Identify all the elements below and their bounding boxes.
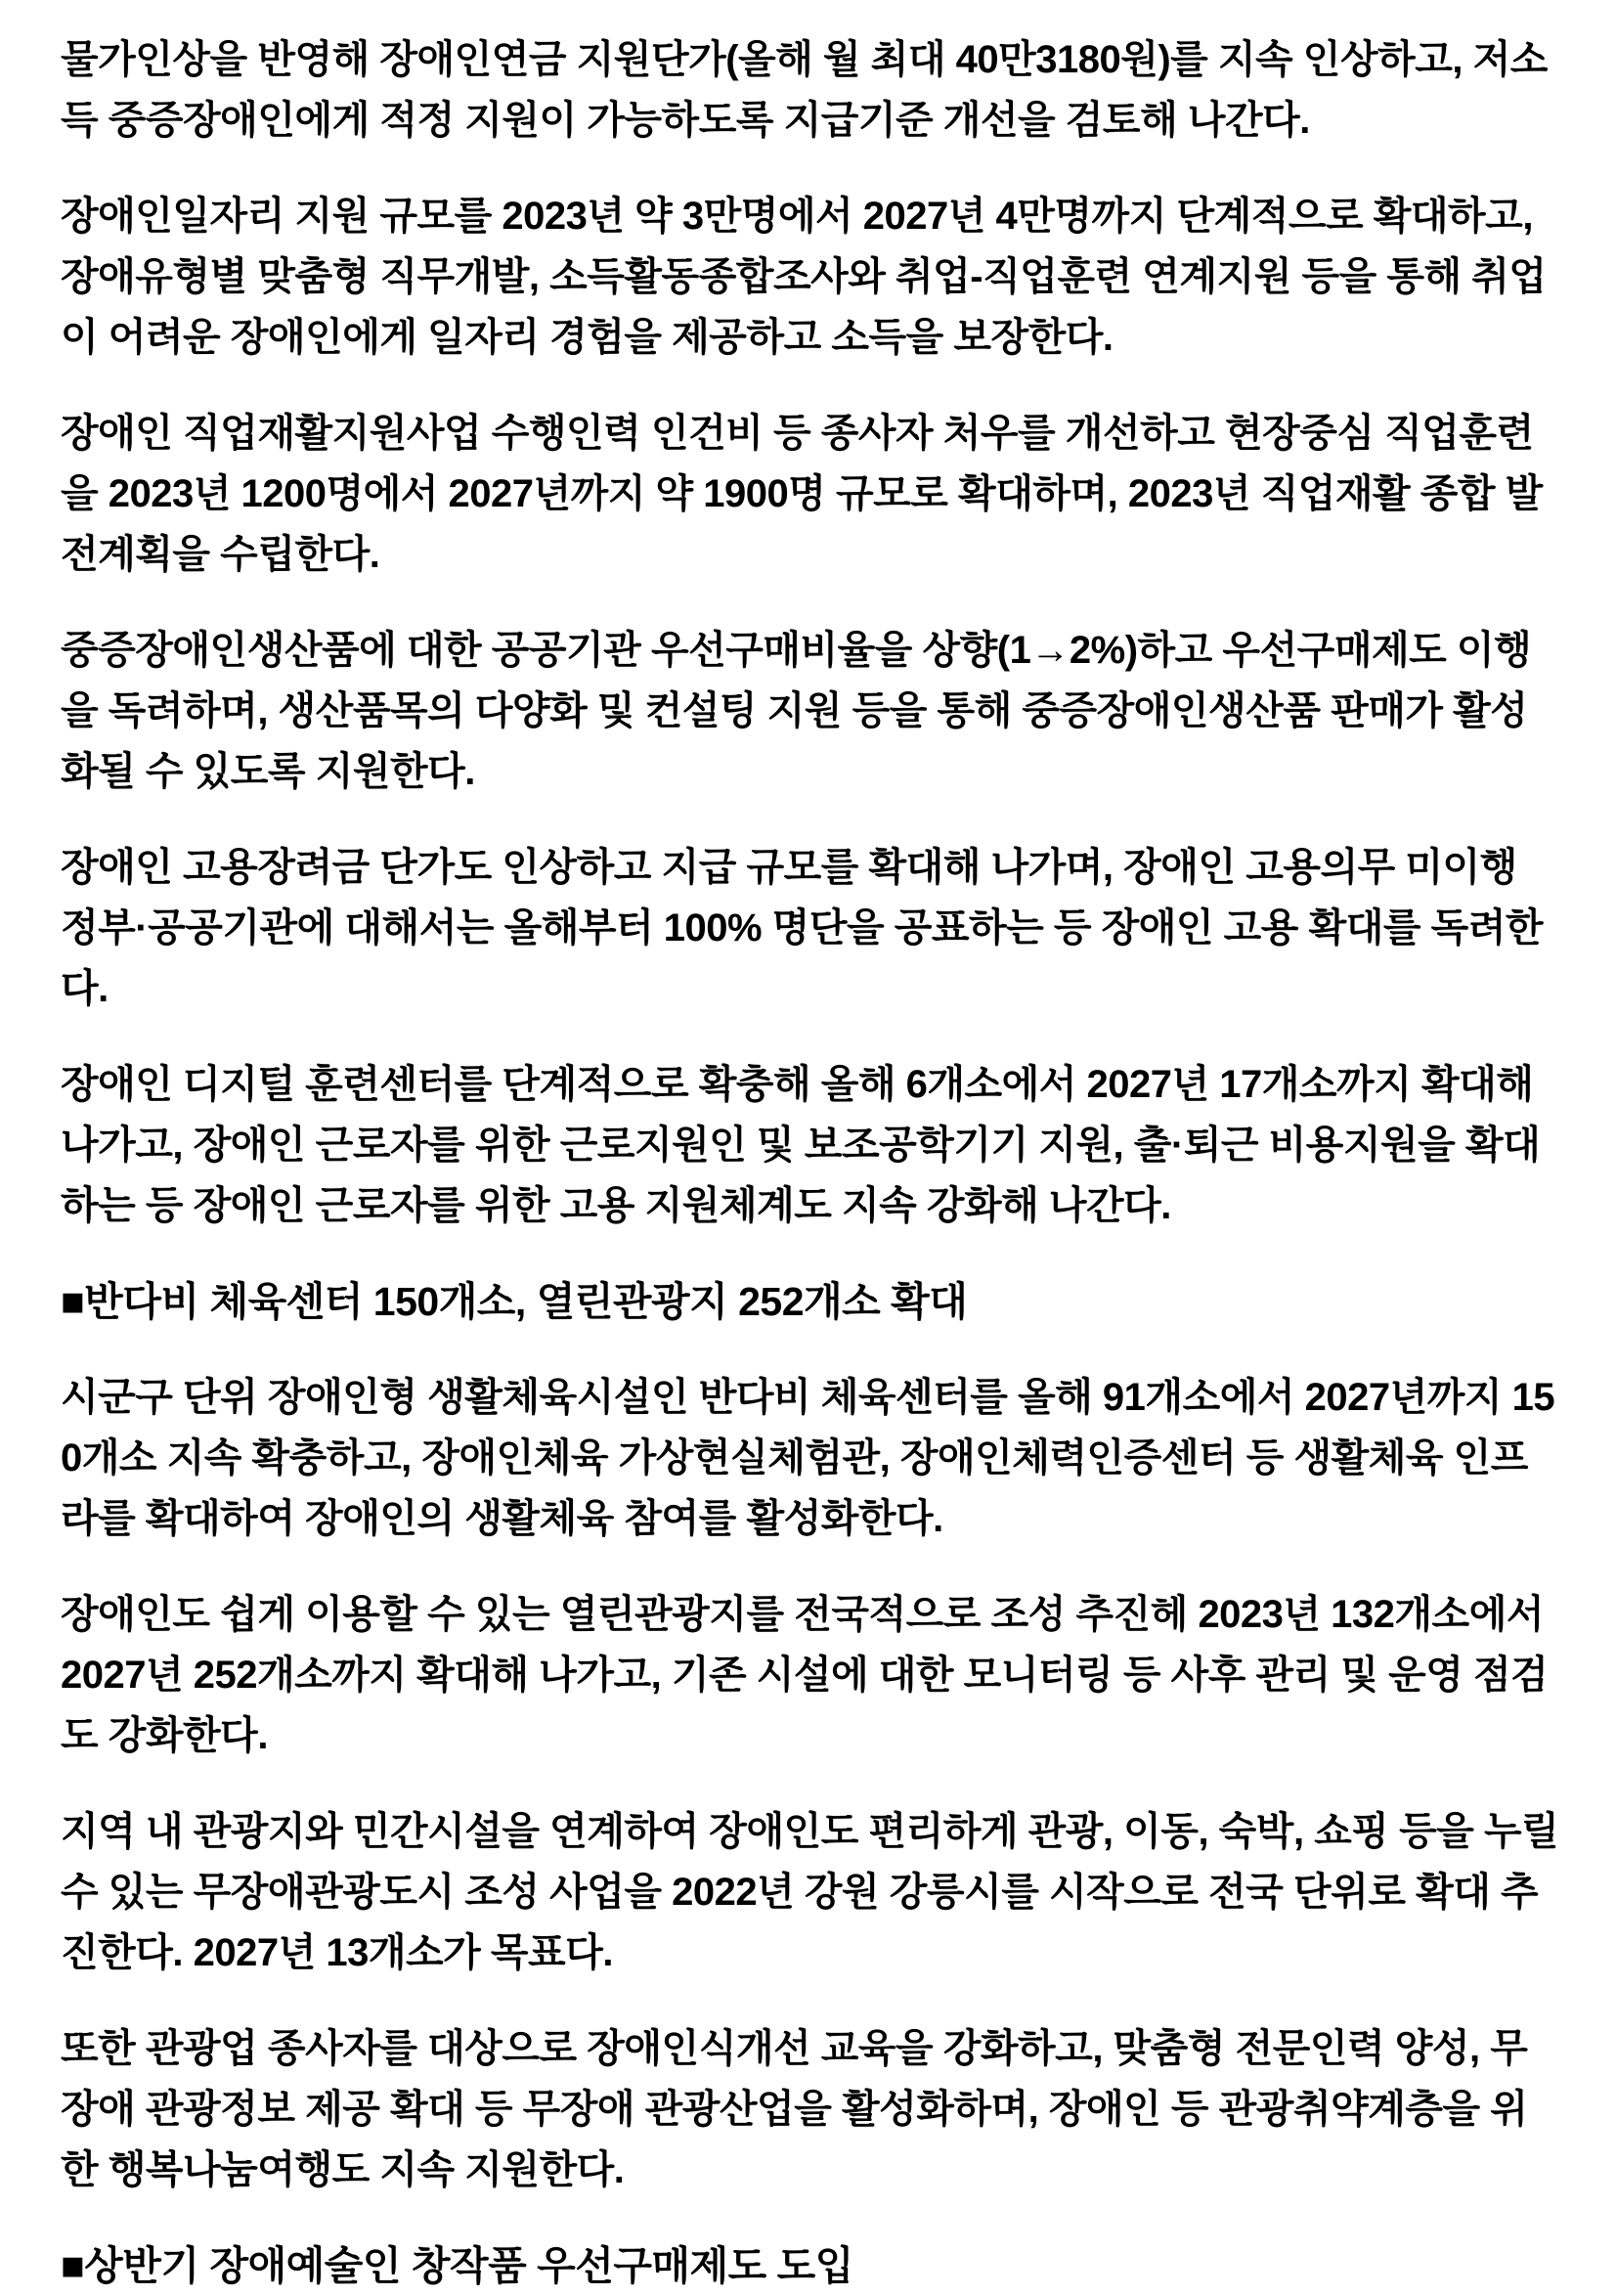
article-paragraph: 장애인 고용장려금 단가도 인상하고 지급 규모를 확대해 나가며, 장애인 고용의무 미이행 정부·공공기관에 대해서는 올해부터 100% 명단을 공표하는 등 장애인 고용 확대를 독려한다.	[61, 846, 1544, 1010]
section-heading-art-purchase: ■상반기 장애예술인 창작품 우선구매제도 도입	[61, 2243, 853, 2288]
article-paragraph: 시군구 단위 장애인형 생활체육시설인 반다비 체육센터를 올해 91개소에서 2027년까지 150개소 지속 확충하고, 장애인체육 가상현실체험관, 장애인체력인증센터 등 생활체육 인프라를 확대하여 장애인의 생활체육 참여를 활성화한다.	[61, 1376, 1555, 1540]
article-paragraph: 중증장애인생산품에 대한 공공기관 우선구매비율을 상향(1→2%)하고 우선구매제도 이행을 독려하며, 생산품목의 다양화 및 컨설팅 지원 등을 통해 중증장애인생산품 판매가 활성화될 수 있도록 지원한다.	[61, 629, 1532, 793]
section-heading-bandabi: ■반다비 체육센터 150개소, 열린관광지 252개소 확대	[61, 1279, 968, 1324]
article-paragraph: 물가인상을 반영해 장애인연금 지원단가(올해 월 최대 40만3180원)를 지속 인상하고, 저소득 중증장애인에게 적정 지원이 가능하도록 지급기준 개선을 검토해 나간다.	[61, 38, 1548, 142]
article-paragraph: 지역 내 관광지와 민간시설을 연계하여 장애인도 편리하게 관광, 이동, 숙박, 쇼핑 등을 누릴 수 있는 무장애관광도시 조성 사업을 2022년 강원 강릉시를 시작으로 전국 단위로 확대 추진한다. 2027년 13개소가 목표다.	[61, 1810, 1559, 1974]
article-paragraph: 장애인도 쉽게 이용할 수 있는 열린관광지를 전국적으로 조성 추진헤 2023년 132개소에서 2027년 252개소까지 확대해 나가고, 기존 시설에 대한 모니터링 등 사후 관리 및 운영 점검도 강화한다.	[61, 1593, 1549, 1757]
article-paragraph: 장애인 직업재활지원사업 수행인력 인건비 등 종사자 처우를 개선하고 현장중심 직업훈련을 2023년 1200명에서 2027년까지 약 1900명 규모로 확대하며, 2023년 직업재활 종합 발전계획을 수립한다.	[61, 412, 1543, 576]
article-paragraph: 장애인일자리 지원 규모를 2023년 약 3만명에서 2027년 4만명까지 단계적으로 확대하고, 장애유형별 맞춤형 직무개발, 소득활동종합조사와 취업-직업훈련 연계지원 등을 통해 취업이 어려운 장애인에게 일자리 경험을 제공하고 소득을 보장한다.	[61, 195, 1547, 359]
article-paragraph: 장애인 디지털 훈련센터를 단계적으로 확충해 올해 6개소에서 2027년 17개소까지 확대해 나가고, 장애인 근로자를 위한 근로지원인 및 보조공학기기 지원, 출·퇴근 비용지원을 확대하는 등 장애인 근로자를 위한 고용 지원체계도 지속 강화해 나간다.	[61, 1063, 1541, 1227]
article-paragraph: 또한 관광업 종사자를 대상으로 장애인식개선 교육을 강화하고, 맞춤형 전문인력 양성, 무장애 관광정보 제공 확대 등 무장애 관광산업을 활성화하며, 장애인 등 관광취약계층을 위한 행복나눔여행도 지속 지원한다.	[61, 2027, 1528, 2191]
